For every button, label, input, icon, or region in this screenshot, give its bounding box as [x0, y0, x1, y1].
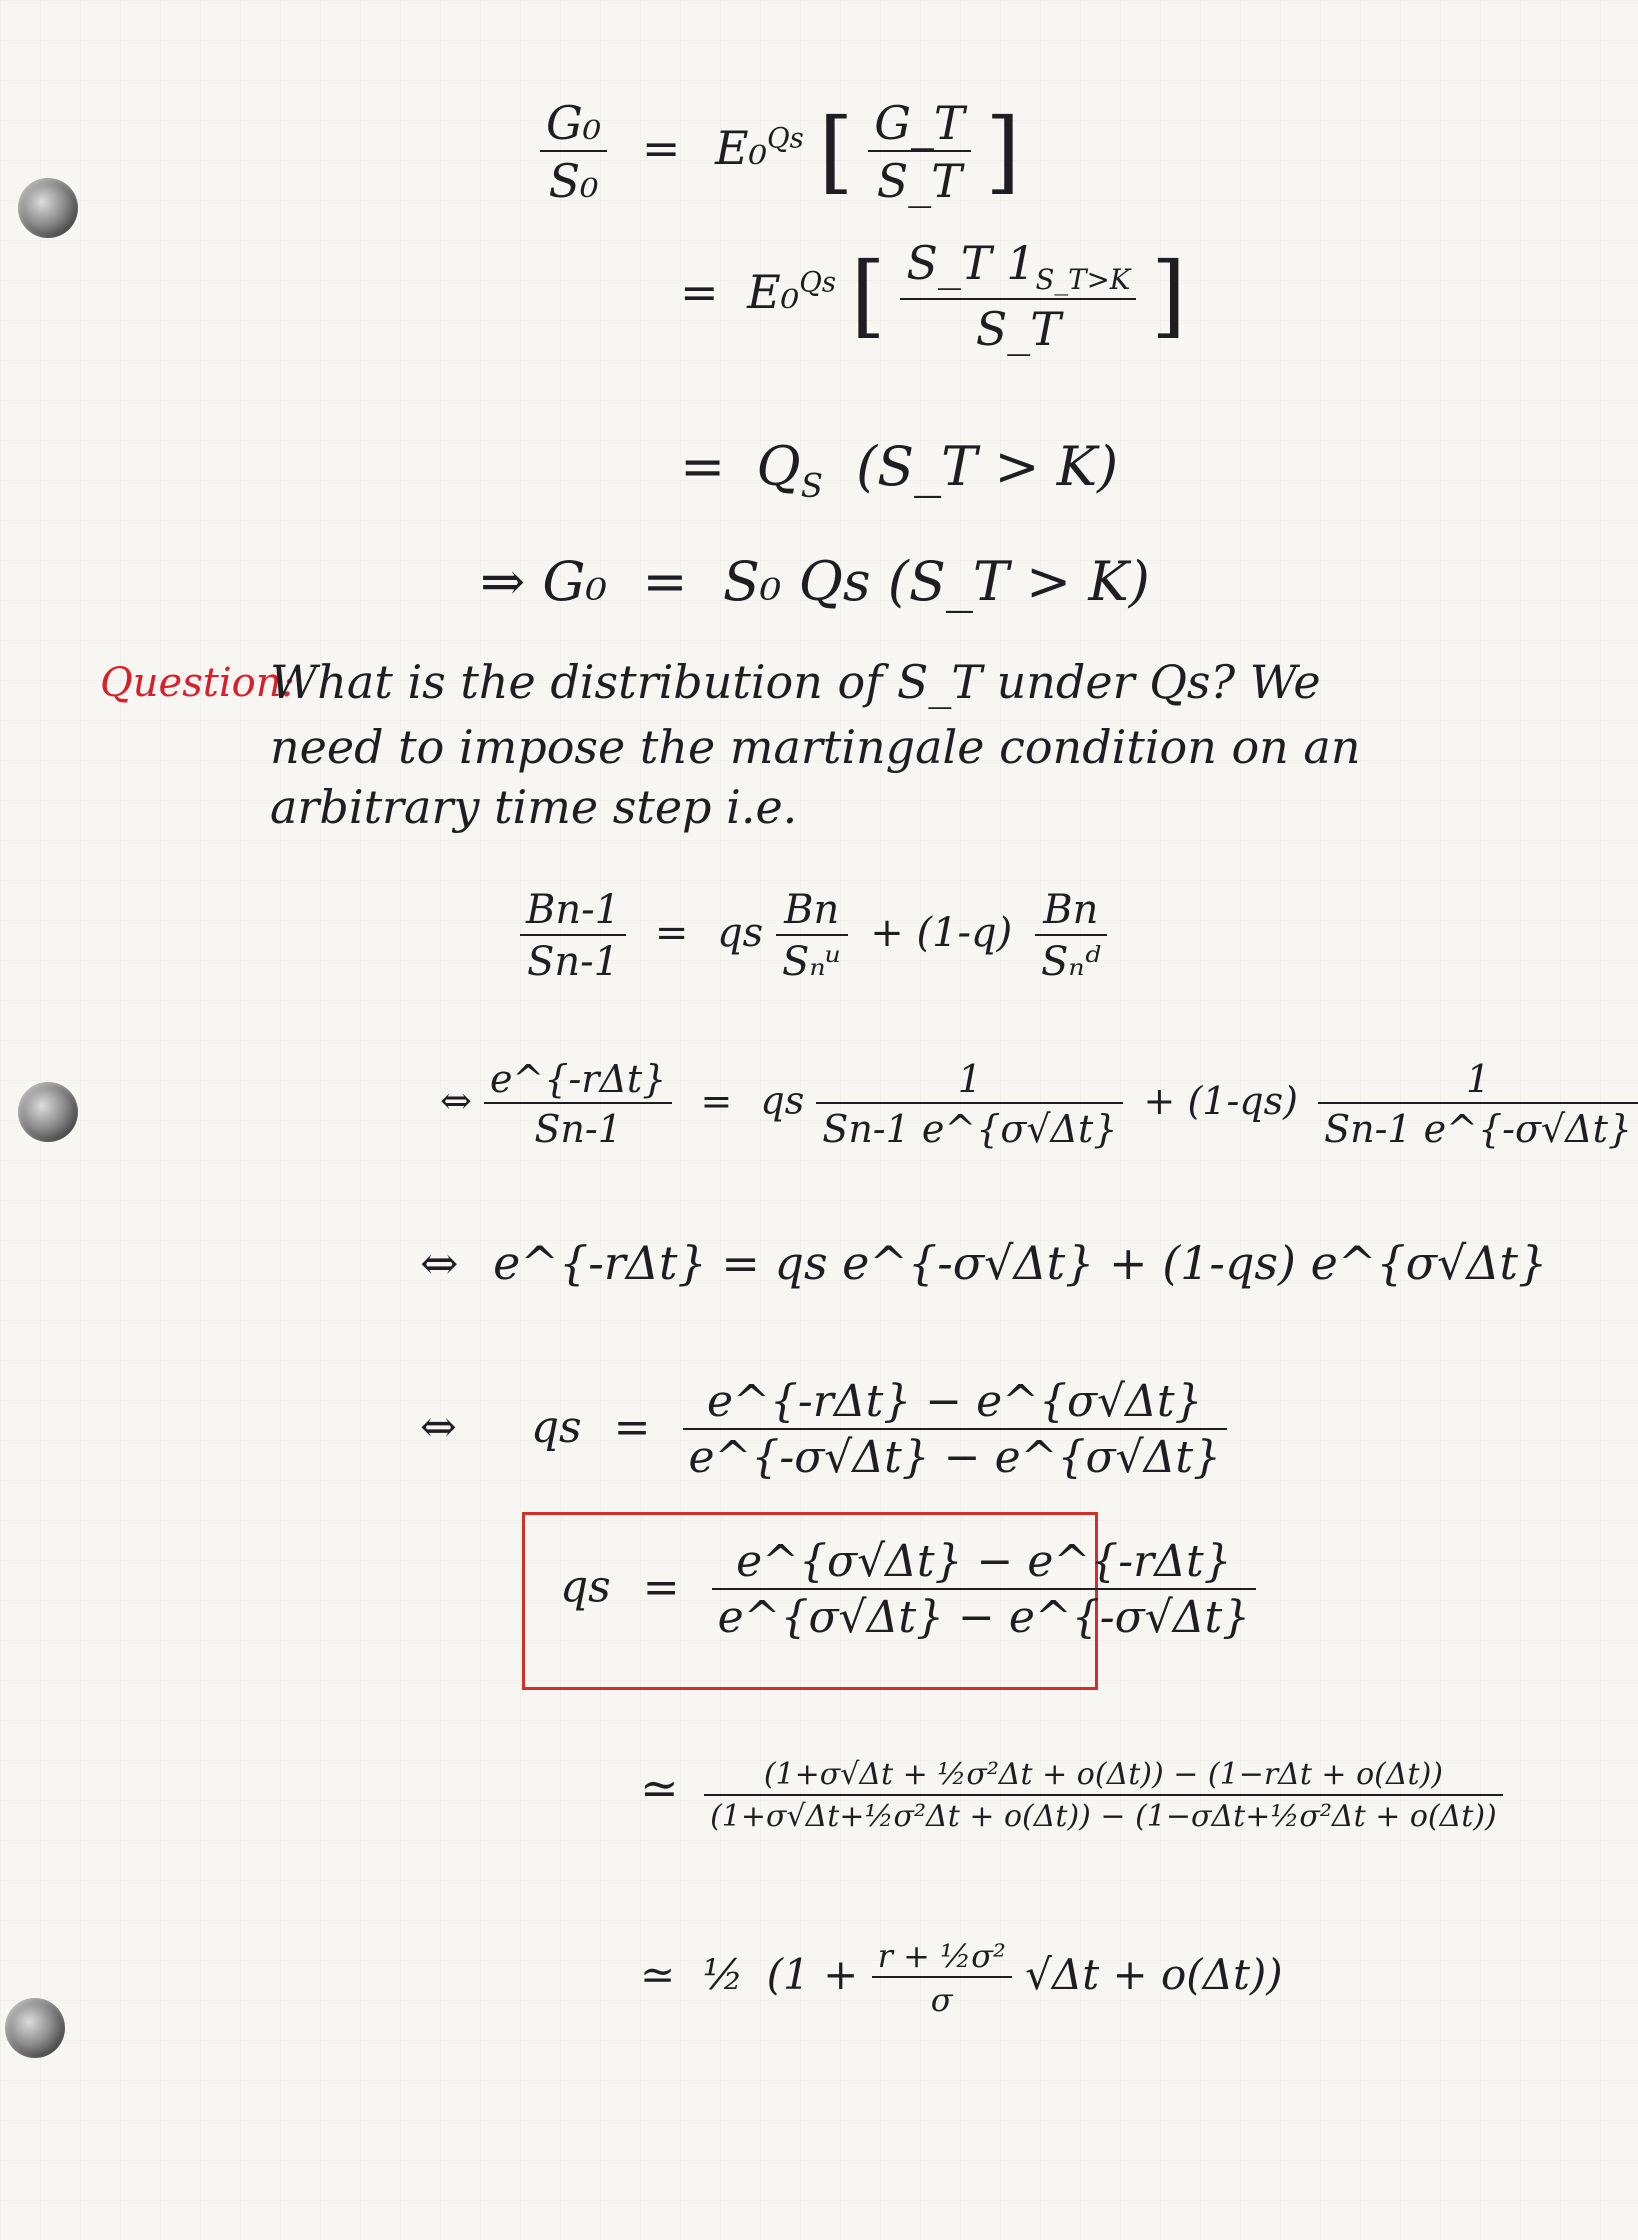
up-denominator: Sn-1 e^{σ√Δt} — [816, 1102, 1123, 1148]
measure-subscript: S — [800, 466, 823, 505]
up-numerator: 1 — [957, 1057, 982, 1101]
drift-fraction — [872, 1937, 1012, 2019]
lhs-fraction — [520, 887, 626, 985]
martingale-eq-1 — [520, 887, 1107, 985]
lhs-fraction — [484, 1057, 672, 1151]
drift-denominator: σ — [872, 1976, 1012, 2016]
question-line-3: arbitrary time step i.e. — [270, 780, 798, 834]
martingale-eq-5 — [560, 1536, 1256, 1643]
qs-numerator: e^{-rΔt} − e^{σ√Δt} — [707, 1376, 1203, 1427]
qs-denominator: e^{-σ√Δt} − e^{σ√Δt} — [683, 1428, 1228, 1480]
derivation-line-2: = E₀$^{Qs}$ [ $\frac{S\_T 1_{S\_T>K}}{S\_T}$ ] — [680, 236, 1187, 356]
lhs-numerator: Bn-1 — [526, 887, 621, 933]
numerator-text: S_T 1 — [906, 236, 1036, 290]
half-factor: ½ — [702, 1950, 744, 1999]
approx-sign: ≃ — [640, 1950, 676, 1999]
up-fraction — [816, 1057, 1123, 1151]
qs-term: qs — [560, 1561, 611, 1613]
qs-numerator: e^{σ√Δt} − e^{-rΔt} — [736, 1536, 1232, 1587]
indicator-numerator — [900, 236, 1136, 298]
martingale-eq-7 — [640, 1937, 1283, 2019]
equals-sign: = — [700, 1078, 733, 1123]
expectation-operator: E₀ — [714, 121, 768, 175]
down-fraction — [1035, 887, 1107, 985]
measure-q: Q — [756, 435, 801, 498]
taylor-denominator: (1+σ√Δt+½σ²Δt + o(Δt)) − (1−σΔt+½σ²Δt + o(Δt)) — [704, 1794, 1503, 1832]
iff-arrow: ⇔ — [420, 1236, 459, 1290]
indicator-fraction — [900, 236, 1136, 356]
down-numerator: 1 — [1465, 1057, 1491, 1101]
inner-left: (1 + — [766, 1950, 859, 1999]
martingale-eq-2 — [440, 1057, 1638, 1151]
qs-fraction — [712, 1536, 1257, 1643]
exponential-identity: e^{-rΔt} = qs e^{-σ√Δt} + (1-qs) e^{σ√Δt} — [493, 1236, 1548, 1290]
lhs-denominator: S₀ — [540, 150, 607, 204]
expectation-measure: Qs — [767, 121, 804, 155]
derivation-line-1: $\frac{\text{G₀}}{\text{S₀}}$ = E₀$^{Qs}$ [ $\frac{G\_T}{S\_T}$ ] — [540, 100, 1020, 204]
down-numerator: Bn — [1043, 887, 1099, 933]
equals-sign: = — [680, 264, 719, 319]
qs-fraction — [683, 1376, 1228, 1483]
expectation-operator: E₀ — [747, 264, 800, 319]
approx-sign: ≃ — [640, 1761, 679, 1815]
rhs-numerator: G_T — [874, 96, 965, 150]
indicator-subscript: S_T>K — [1035, 263, 1131, 297]
question-line-1: What is the distribution of S_T under Qs? We — [270, 655, 1321, 709]
q-coefficient: qs — [717, 910, 764, 956]
binder-hole-top — [18, 178, 78, 238]
inner-right: √Δt + o(Δt)) — [1025, 1950, 1283, 1999]
indicator-denominator: S_T — [900, 298, 1136, 352]
lhs-fraction — [540, 96, 607, 208]
equals-sign: = — [654, 910, 689, 956]
up-denominator: Sₙᵘ — [776, 934, 848, 982]
lhs-denominator: Sn-1 — [484, 1102, 672, 1148]
taylor-numerator: (1+σ√Δt + ½σ²Δt + o(Δt)) − (1−rΔt + o(Δt)) — [763, 1757, 1444, 1792]
equals-sign: = — [642, 1561, 680, 1613]
down-coefficient: + (1-q) — [870, 910, 1013, 956]
rhs-denominator: S_T — [868, 150, 970, 204]
rhs-fraction — [868, 96, 970, 208]
martingale-eq-4 — [420, 1376, 1227, 1483]
derivation-line-3 — [680, 435, 1119, 505]
martingale-eq-6 — [640, 1757, 1503, 1834]
binder-hole-bottom — [5, 1998, 65, 2058]
binder-hole-middle — [18, 1082, 78, 1142]
equals-sign: = — [613, 1401, 651, 1453]
probability-event: (S_T > K) — [856, 435, 1119, 498]
question-label: Question: — [100, 660, 295, 706]
iff-arrow: ⇔ — [440, 1078, 472, 1123]
qs-term: qs — [530, 1401, 582, 1453]
equals-sign: = — [641, 121, 681, 175]
qs-denominator: e^{σ√Δt} − e^{-σ√Δt} — [712, 1588, 1257, 1640]
drift-numerator: r + ½σ² — [877, 1937, 1006, 1975]
taylor-fraction — [704, 1757, 1503, 1834]
down-coefficient: + (1-qs) — [1143, 1078, 1298, 1123]
equals-sign: = — [680, 435, 726, 498]
lhs-denominator: Sn-1 — [520, 934, 626, 982]
derivation-line-4 — [480, 550, 1150, 613]
expectation-measure: Qs — [799, 265, 836, 299]
down-denominator: Sn-1 e^{-σ√Δt} — [1318, 1102, 1638, 1148]
up-numerator: Bn — [784, 887, 840, 933]
equals-sign: = — [642, 550, 688, 613]
q-coefficient: qs — [760, 1078, 805, 1123]
lhs-numerator: e^{-rΔt} — [489, 1057, 667, 1101]
martingale-eq-3 — [420, 1236, 1548, 1290]
down-fraction — [1318, 1057, 1638, 1151]
g0-result: S₀ Qs (S_T > K) — [722, 550, 1150, 613]
implies-arrow: ⇒ — [480, 550, 526, 613]
up-fraction — [776, 887, 848, 985]
question-line-2: need to impose the martingale condition on an — [270, 720, 1361, 774]
g0-term: G₀ — [542, 550, 608, 613]
down-denominator: Sₙᵈ — [1035, 934, 1107, 982]
lhs-numerator: G₀ — [546, 96, 602, 150]
iff-arrow: ⇔ — [420, 1401, 457, 1453]
